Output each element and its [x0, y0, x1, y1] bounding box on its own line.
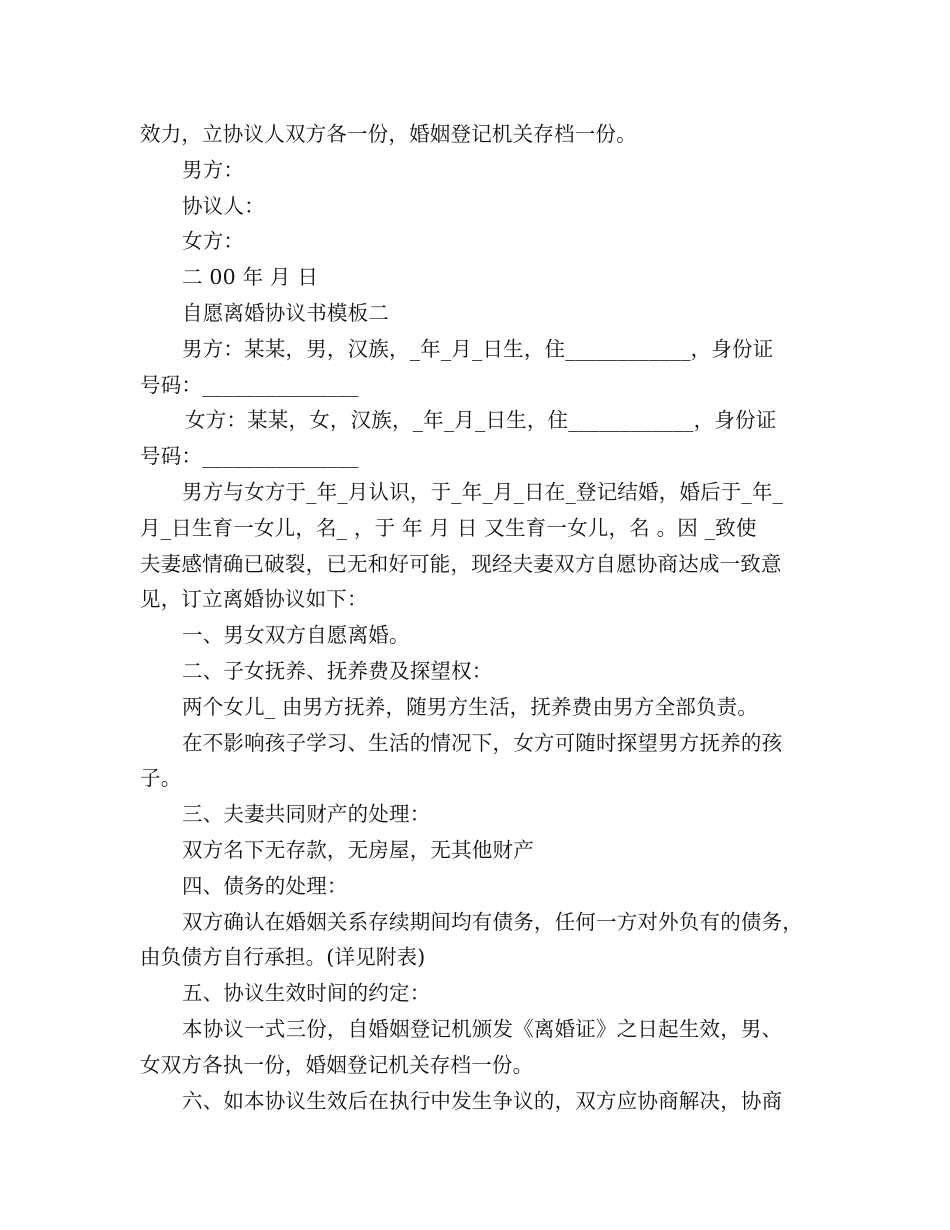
text-line: 女方：某某，女，汉族，_年_月_日生，住____________，身份证 [185, 408, 777, 433]
clause-heading: 三、夫妻共同财产的处理： [182, 802, 431, 827]
text-line: 女双方各执一份，婚姻登记机关存档一份。 [140, 1052, 534, 1077]
text-line: 两个女儿_ 由男方抚养，随男方生活，抚养费由男方全部负责。 [182, 694, 759, 719]
text-line: 双方确认在婚姻关系存续期间均有债务，任何一方对外负有的债务， [182, 909, 803, 934]
text-line: 双方名下无存款，无房屋，无其他财产 [182, 837, 534, 862]
text-line: 子。 [140, 766, 182, 791]
text-line: 效力，立协议人双方各一份，婚姻登记机关存档一份。 [140, 122, 637, 146]
text-line: 号码：_______________ [140, 372, 359, 397]
text-line: 夫妻感情确已破裂，已无和好可能，现经夫妻双方自愿协商达成一致意 [140, 551, 782, 576]
text-line: 男方与女方于_年_月认识，于_年_月_日在_登记结婚，婚后于_年_ [182, 479, 784, 504]
clause-heading: 六、如本协议生效后在执行中发生争议的，双方应协商解决，协商 [182, 1088, 783, 1113]
clause-heading: 四、债务的处理： [182, 873, 348, 898]
clause-heading: 二、子女抚养、抚养费及探望权： [182, 658, 493, 683]
clause-heading: 一、男女双方自愿离婚。 [182, 623, 410, 648]
text-line: 女方： [182, 229, 245, 254]
text-line: 号码：_______________ [140, 444, 359, 469]
text-line: 男方：某某，男，汉族，_年_月_日生，住____________，身份证 [182, 336, 774, 361]
text-line: 在不影响孩子学习、生活的情况下，女方可随时探望男方抚养的孩 [182, 730, 783, 755]
text-line: 月_日生育一女儿，名_ ，于 年 月 日 又生育一女儿，名 。因 _致使 [140, 515, 757, 540]
text-line: 由负债方自行承担。(详见附表) [140, 945, 426, 970]
clause-heading: 五、协议生效时间的约定： [182, 981, 431, 1006]
section-title: 自愿离婚协议书模板二 [182, 300, 389, 325]
text-line: 男方： [182, 157, 245, 182]
document-page [140, 117, 820, 1119]
text-line: 二 00 年 月 日 [182, 265, 319, 290]
text-line: 本协议一式三份，自婚姻登记机颁发《离婚证》之日起生效，男、 [182, 1016, 783, 1041]
text-line: 见，订立离婚协议如下： [140, 587, 368, 612]
text-line: 协议人： [182, 193, 265, 218]
